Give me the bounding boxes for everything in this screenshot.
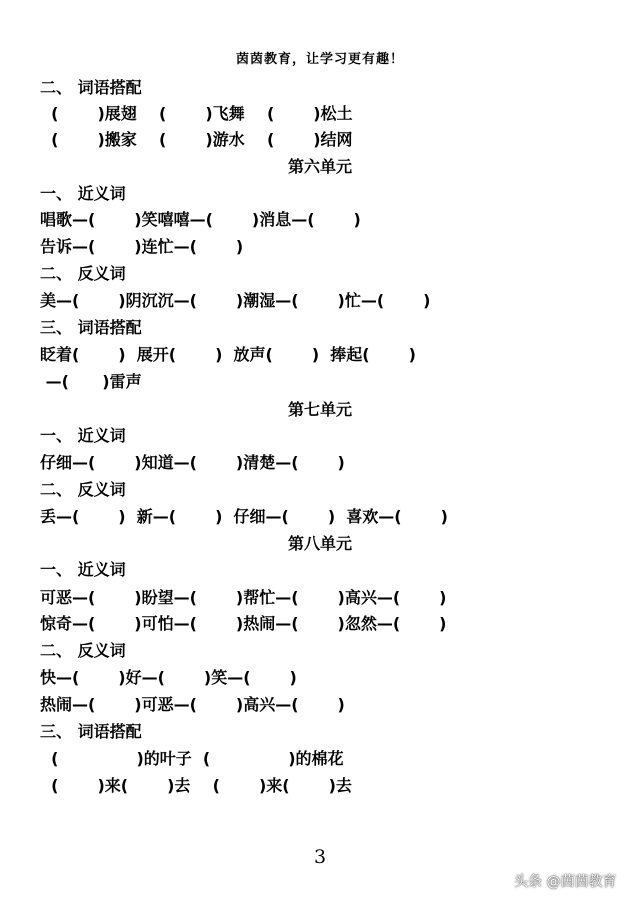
- exercise-line: 告诉—( )连忙—( ): [40, 237, 244, 256]
- exercise-line: ( )搬家 ( )游水 ( )结网: [40, 130, 353, 149]
- section-heading: 一、 近义词: [40, 184, 126, 203]
- section-heading: 二、 反义词: [40, 641, 126, 660]
- exercise-line: 快—( )好—( )笑—( ): [40, 668, 297, 687]
- page-header: 茵茵教育，让学习更有趣！: [235, 52, 404, 67]
- exercise-line: ( )的叶子 ( )的棉花: [40, 749, 344, 768]
- exercise-line: 热闹—( )可恶—( )高兴—( ): [40, 695, 345, 714]
- section-heading: 一、 近义词: [40, 560, 126, 579]
- exercise-line: 美—( )阴沉沉—( )潮湿—( )忙—( ): [40, 291, 431, 310]
- unit-title: 第七单元: [287, 400, 352, 419]
- exercise-line: 唱歌—( )笑嘻嘻—( )消息—( ): [40, 210, 361, 229]
- section-heading: 二、 词语搭配: [40, 78, 142, 97]
- section-heading: 三、 词语搭配: [40, 318, 142, 337]
- exercise-line: 仔细—( )知道—( )清楚—( ): [40, 453, 345, 472]
- exercise-line: 丢—( ) 新—( ) 仔细—( ) 喜欢—( ): [40, 507, 448, 526]
- exercise-line: ( )来( )去 ( )来( )去: [40, 776, 352, 795]
- page-number: 3: [313, 846, 327, 868]
- unit-title: 第六单元: [287, 157, 352, 176]
- section-heading: 一、 近义词: [40, 426, 126, 445]
- section-heading: 二、 反义词: [40, 480, 126, 499]
- exercise-line: 可恶—( )盼望—( )帮忙—( )高兴—( ): [40, 588, 447, 607]
- unit-title: 第八单元: [287, 534, 352, 553]
- exercise-line: ( )展翅 ( )飞舞 ( )松土: [40, 104, 353, 123]
- section-heading: 三、 词语搭配: [40, 722, 142, 741]
- exercise-line: 眨着( ) 展开( ) 放声( ) 捧起( ): [40, 345, 416, 364]
- section-heading: 二、 反义词: [40, 264, 126, 283]
- exercise-line: —( )雷声: [40, 372, 142, 391]
- watermark: 头条 @茵茵教育: [514, 874, 617, 890]
- exercise-line: 惊奇—( )可怕—( )热闹—( )忽然—( ): [40, 614, 447, 633]
